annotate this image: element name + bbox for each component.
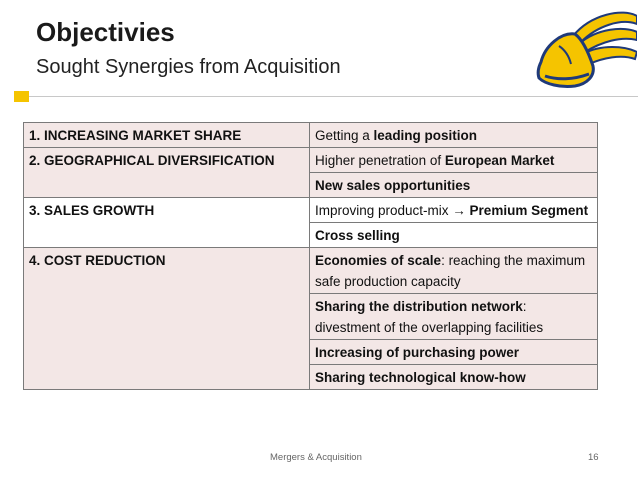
table-row — [24, 248, 598, 294]
slide-title: Objectivies — [36, 17, 175, 47]
objective-label: 1. INCREASING MARKET SHARE — [24, 123, 310, 148]
bold-segment: → — [452, 203, 466, 218]
bold-segment: European Market — [444, 153, 555, 168]
table-row — [24, 123, 598, 148]
table-row — [24, 148, 598, 173]
text-segment: Getting a — [315, 128, 374, 143]
objective-label: 3. SALES GROWTH — [24, 198, 310, 248]
text-segment: : divestment of the overlapping facilities — [315, 299, 544, 335]
table-row — [24, 198, 598, 223]
synergy-value — [310, 340, 598, 365]
synergy-value — [310, 173, 598, 198]
bold-segment: Economies of scale — [315, 253, 442, 268]
bold-segment: Premium Segment — [465, 203, 589, 218]
text-segment: Improving product-mix — [315, 203, 453, 218]
slide-subtitle: Sought Synergies from Acquisition — [36, 56, 341, 78]
synergy-table — [23, 122, 598, 390]
synergy-value — [310, 123, 598, 148]
text-segment: : reaching the maximum safe production capacity — [315, 253, 586, 289]
footer-text: Mergers & Acquisition — [270, 452, 362, 463]
accent-bar — [14, 91, 29, 102]
text-segment: Higher penetration of — [315, 153, 445, 168]
page-number: 16 — [588, 452, 599, 463]
bold-segment: Sharing the distribution network — [315, 299, 523, 314]
bold-segment: Increasing of purchasing power — [315, 345, 520, 360]
bold-segment: New sales opportunities — [315, 178, 471, 193]
synergy-value — [310, 198, 598, 223]
objective-label: 4. COST REDUCTION — [24, 248, 310, 390]
divider-line — [29, 96, 638, 97]
winged-foot-logo-icon — [531, 6, 637, 94]
synergy-value — [310, 148, 598, 173]
synergy-value — [310, 365, 598, 390]
bold-segment: Sharing technological know-how — [315, 370, 526, 385]
synergy-value — [310, 223, 598, 248]
bold-segment: Cross selling — [315, 228, 400, 243]
objective-label: 2. GEOGRAPHICAL DIVERSIFICATION — [24, 148, 310, 198]
synergy-value — [310, 294, 598, 340]
synergy-value — [310, 248, 598, 294]
bold-segment: leading position — [373, 128, 478, 143]
